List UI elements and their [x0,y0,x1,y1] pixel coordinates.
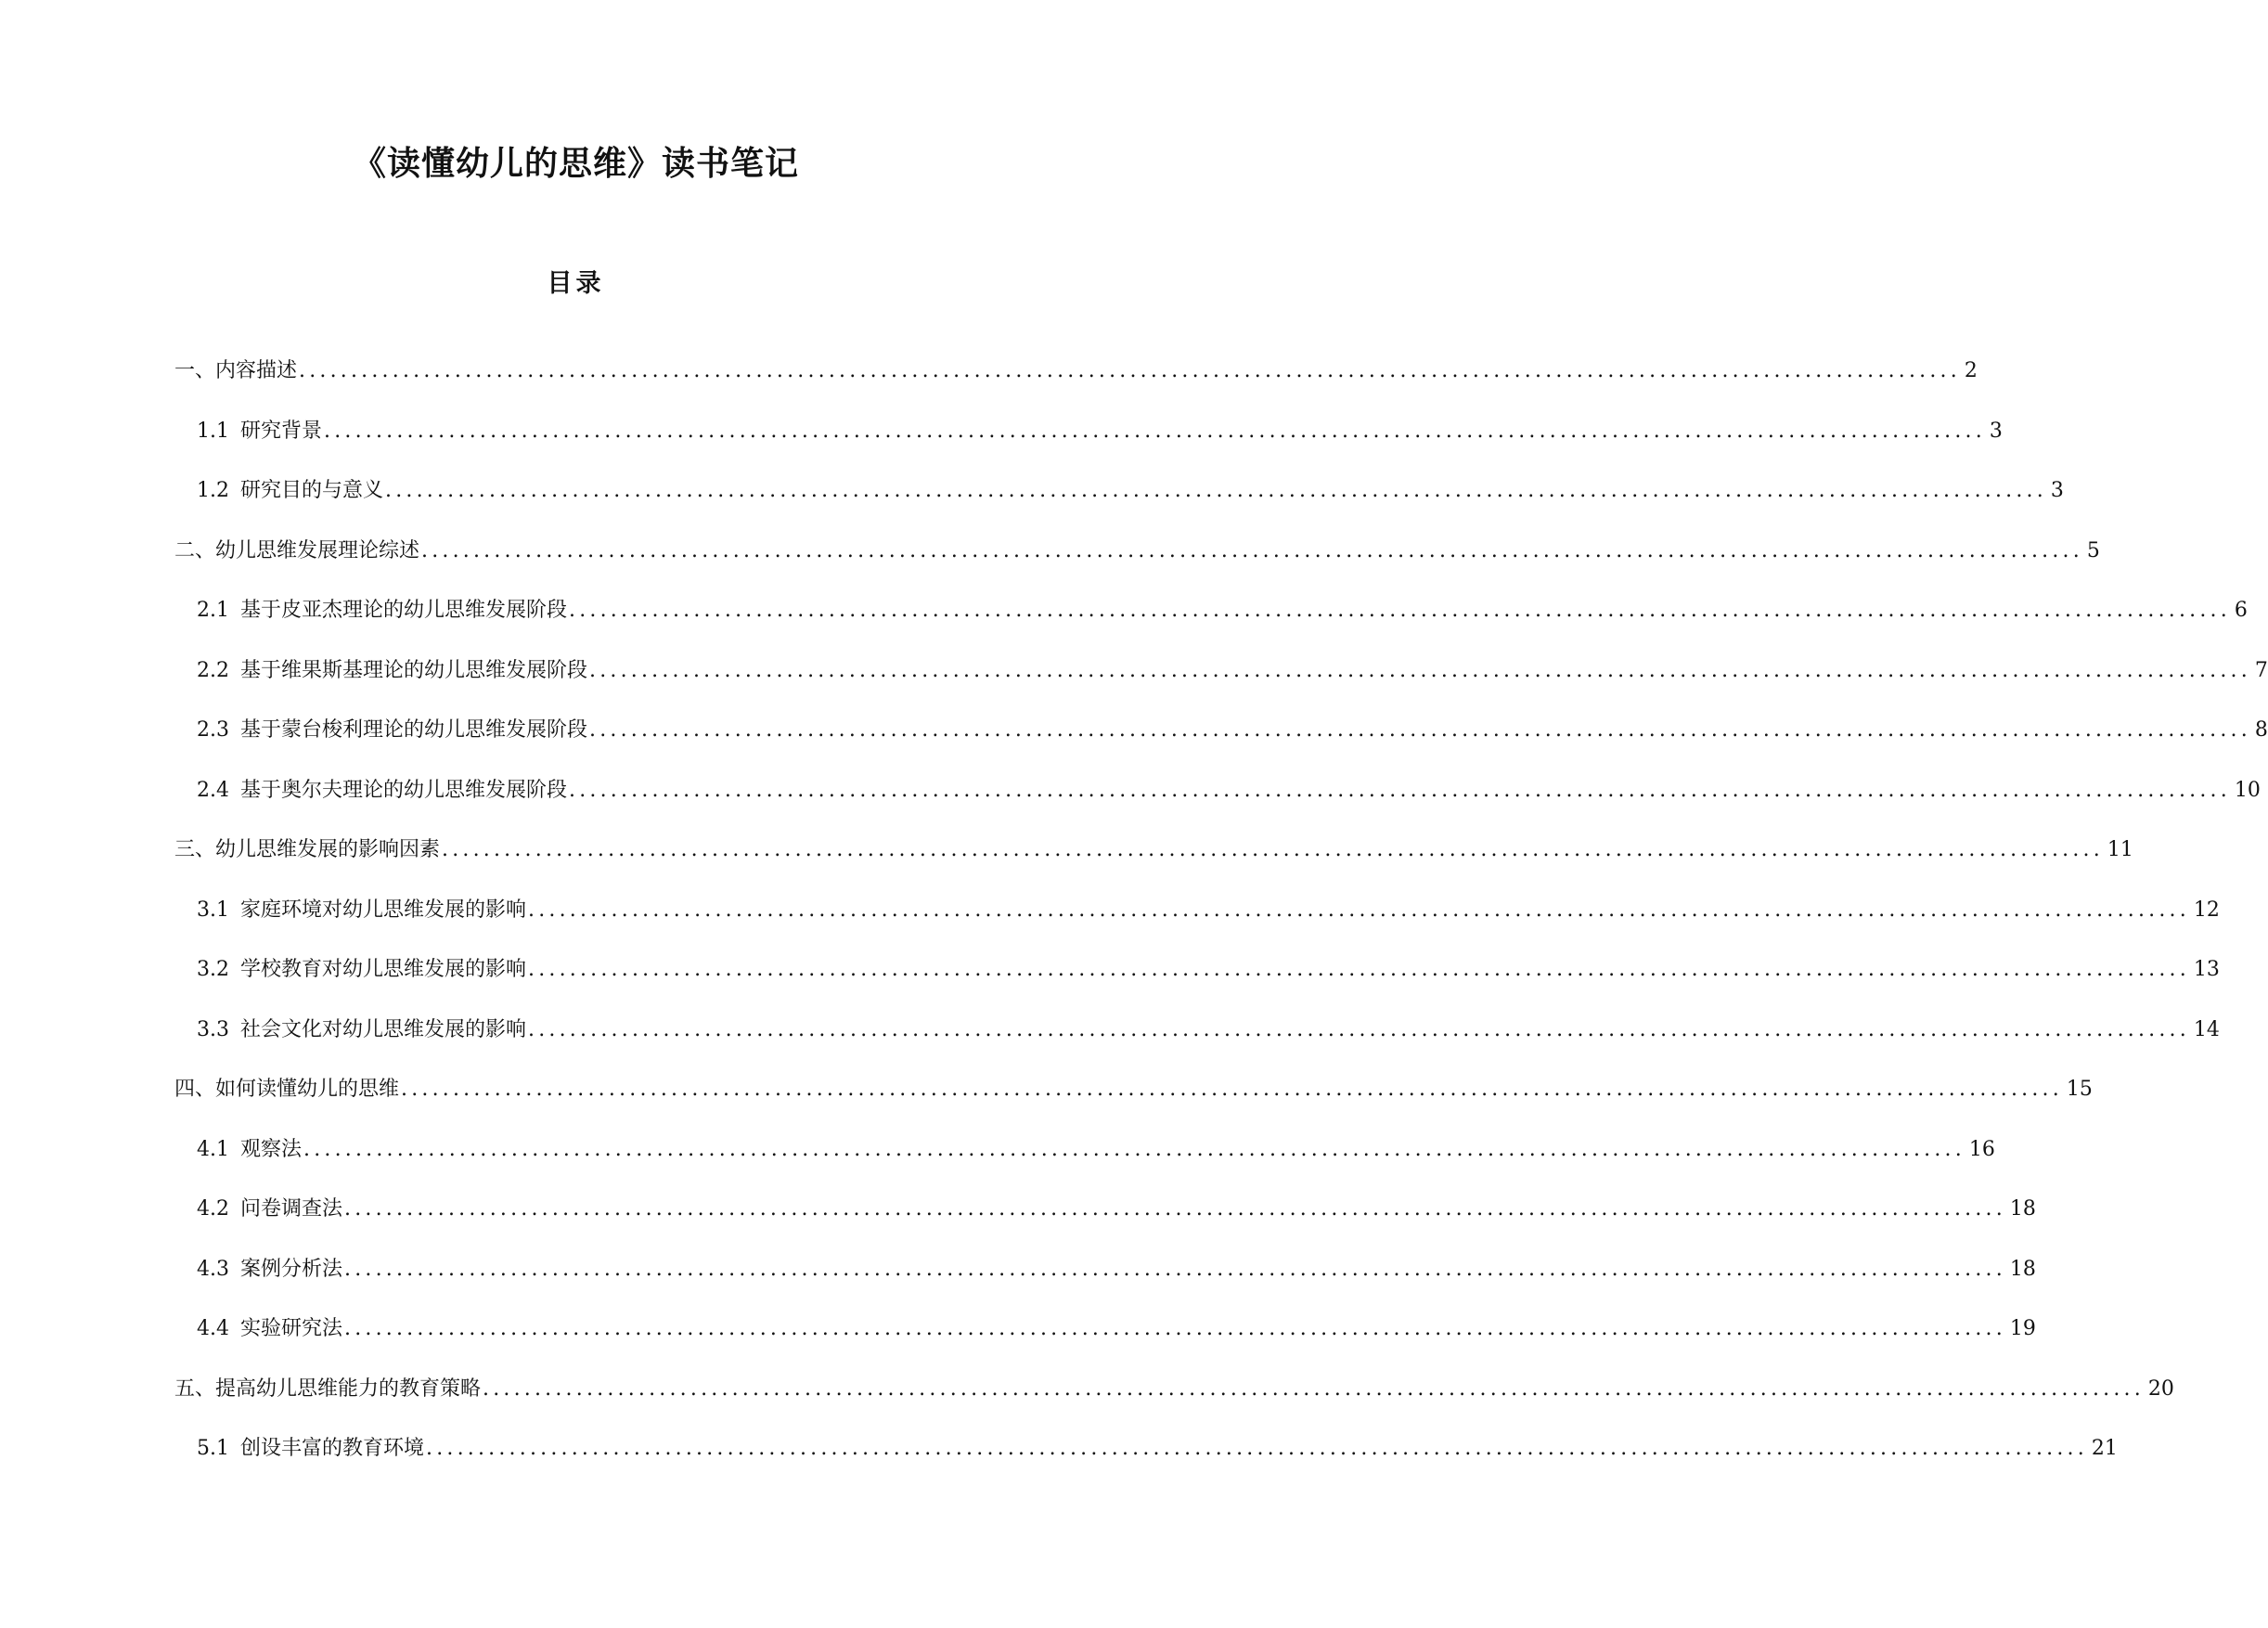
toc-entry[interactable] [174,1071,2093,1108]
toc-entry-text: 基于皮亚杰理论的幼儿思维发展阶段 [240,599,568,622]
toc-entry[interactable] [197,951,2220,988]
toc-page-number: 19 [2009,1317,2036,1340]
toc-dot-leader: ................................................................................................................................................................ [344,1317,2006,1340]
toc-dot-leader: ................................................................................................................................................................ [483,1376,2145,1401]
toc-entry-label [197,413,322,450]
toc-entry[interactable] [174,1371,2174,1408]
toc-entry-text: 实验研究法 [240,1317,343,1340]
toc-entry[interactable] [174,832,2133,869]
toc-dot-leader: ................................................................................................................................................................ [426,1437,2088,1460]
toc-page-number: 12 [2193,898,2220,922]
toc-entry-text: 研究背景 [240,419,323,443]
toc-entry-label [197,712,587,749]
toc-page-number: 6 [2234,599,2248,622]
toc-page-number: 20 [2147,1376,2174,1401]
toc-entry-text: 创设丰富的教育环境 [240,1437,425,1460]
toc-entry-label [197,1012,526,1049]
toc-entry-number: 2.1 [197,599,229,622]
toc-entry-text: 问卷调查法 [240,1197,343,1221]
toc-entry-text: 基于奥尔夫理论的幼儿思维发展阶段 [240,778,568,802]
toc-page-number: 15 [2066,1078,2093,1101]
toc-entry[interactable] [197,772,2261,809]
toc-entry[interactable] [197,1012,2220,1049]
toc-entry[interactable] [174,533,2100,570]
toc-entry-label [197,1131,302,1169]
toc-dot-leader: ................................................................................................................................................................ [528,1017,2190,1041]
toc-dot-leader: ................................................................................................................................................................ [385,479,2047,502]
toc-entry-number: 3.1 [197,898,229,922]
toc-entry-number: 2.4 [197,778,229,802]
toc-page-number: 14 [2193,1017,2220,1041]
toc-entry-number: 4.2 [197,1197,229,1221]
toc-entry-label [174,1371,481,1408]
toc-entry-label [197,592,567,629]
toc-page-number: 18 [2009,1257,2036,1281]
toc-page-number: 10 [2234,778,2261,802]
toc-dot-leader: ................................................................................................................................................................ [569,778,2231,802]
toc-entry-number: 5.1 [197,1437,229,1460]
toc-entry-label [174,832,440,869]
toc-page-number: 11 [2107,838,2133,861]
toc-entry-number: 1.1 [197,419,229,443]
toc-entry[interactable] [197,1191,2036,1228]
toc-dot-leader: ................................................................................................................................................................ [589,718,2251,742]
toc-entry-text: 一、内容描述 [174,359,298,382]
toc-entry[interactable] [197,1251,2036,1288]
toc-entry-number: 3.2 [197,958,229,981]
toc-page-number: 3 [2050,479,2064,502]
toc-dot-leader: ................................................................................................................................................................ [344,1197,2006,1221]
toc-entry[interactable] [197,1430,2118,1467]
toc-page-number: 7 [2254,658,2268,682]
toc-entry-text: 学校教育对幼儿思维发展的影响 [240,958,527,981]
toc-dot-leader: ................................................................................................................................................................ [528,898,2190,922]
toc-dot-leader: ................................................................................................................................................................ [569,599,2231,622]
toc-entry-text: 社会文化对幼儿思维发展的影响 [240,1017,527,1041]
toc-entry[interactable] [197,413,2003,450]
toc-entry[interactable] [197,1311,2036,1348]
toc-dot-leader: ................................................................................................................................................................ [528,958,2190,981]
toc-entry[interactable] [197,652,2268,690]
toc-heading: 目录 [547,269,605,298]
toc-entry-text: 案例分析法 [240,1257,343,1281]
toc-page-number: 18 [2009,1197,2036,1221]
toc-entry-number: 3.3 [197,1017,229,1041]
toc-entry[interactable] [197,892,2220,929]
toc-dot-leader: ................................................................................................................................................................ [344,1257,2006,1281]
toc-page-number: 3 [1989,419,2003,443]
toc-entry[interactable] [197,712,2268,749]
toc-entry-label [197,892,526,929]
toc-page-number: 13 [2193,958,2220,981]
toc-entry-label [197,1430,424,1467]
toc-entry-text: 五、提高幼儿思维能力的教育策略 [174,1376,482,1401]
toc-entry[interactable] [197,592,2248,629]
toc-entry-label [197,951,526,988]
toc-entry-text: 基于蒙台梭利理论的幼儿思维发展阶段 [240,718,588,742]
toc-dot-leader: ................................................................................................................................................................ [421,538,2083,562]
toc-entry-text: 二、幼儿思维发展理论综述 [174,538,420,562]
toc-dot-leader: ................................................................................................................................................................ [299,359,1961,382]
toc-dot-leader: ................................................................................................................................................................ [303,1137,1965,1161]
toc-entry-number: 4.3 [197,1257,229,1281]
toc-page-number: 8 [2254,718,2268,742]
toc-entry-number: 2.3 [197,718,229,742]
toc-entry-number: 2.2 [197,658,229,682]
toc-entry-text: 研究目的与意义 [240,479,384,502]
toc-dot-leader: ................................................................................................................................................................ [442,838,2104,861]
toc-entry[interactable] [197,472,2064,510]
toc-entry[interactable] [197,1131,1995,1169]
toc-entry-text: 三、幼儿思维发展的影响因素 [174,838,441,861]
toc-page-number: 5 [2086,538,2100,562]
toc-dot-leader: ................................................................................................................................................................ [401,1078,2063,1101]
toc-entry-label [197,652,587,690]
toc-entry-label [174,353,297,390]
toc-page-number: 21 [2091,1437,2118,1460]
toc-entry-number: 4.1 [197,1137,229,1161]
toc-entry-label [197,1311,342,1348]
toc-entry-label [197,1191,342,1228]
toc-entry-label [197,1251,342,1288]
toc-entry-text: 家庭环境对幼儿思维发展的影响 [240,898,527,922]
toc-entry-text: 观察法 [240,1137,303,1161]
toc-entry-label [174,1071,399,1108]
toc-entry[interactable] [174,353,1978,390]
toc-entry-number: 1.2 [197,479,229,502]
toc-entry-text: 基于维果斯基理论的幼儿思维发展阶段 [240,658,588,682]
toc-entry-number: 4.4 [197,1317,229,1340]
toc-dot-leader: ................................................................................................................................................................ [589,658,2251,682]
toc-entry-label [197,772,567,809]
toc-entry-label [174,533,419,570]
toc-dot-leader: ................................................................................................................................................................ [324,419,1986,443]
toc-entry-text: 四、如何读懂幼儿的思维 [174,1078,400,1101]
toc-page-number: 2 [1964,359,1978,382]
toc-page-number: 16 [1968,1137,1995,1161]
toc-entry-label [197,472,383,510]
document-title: 《读懂幼儿的思维》读书笔记 [352,144,799,183]
